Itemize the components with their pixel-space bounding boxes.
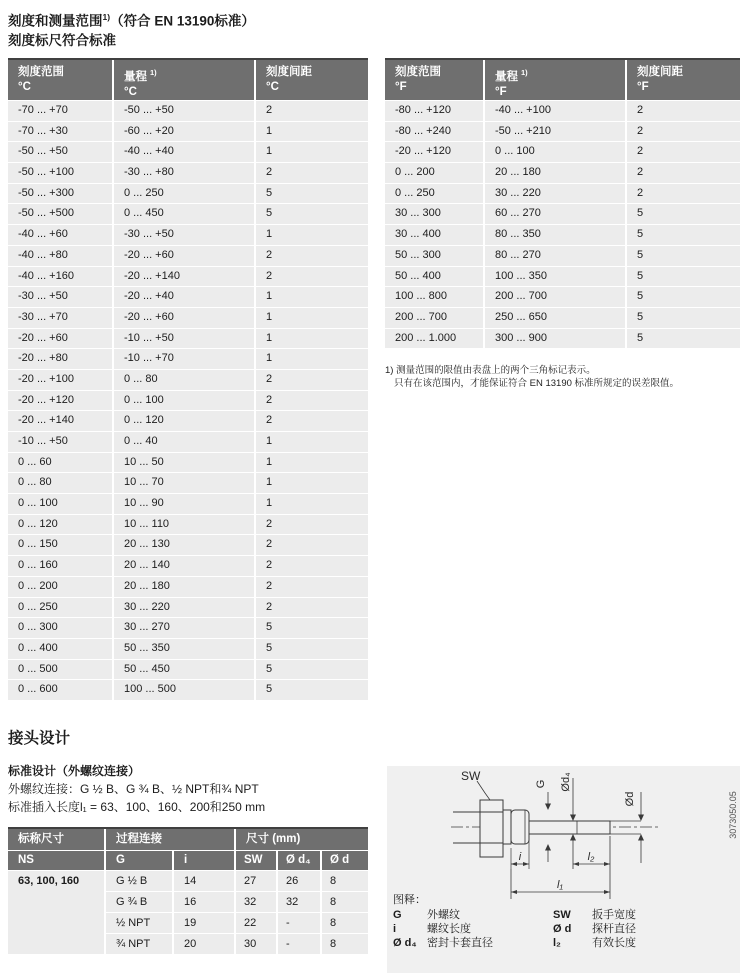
- table-row: [385, 204, 740, 224]
- scale-interval-cell: 1: [256, 225, 368, 245]
- table-row: [8, 287, 368, 307]
- scale-range-cell: -80 ... +240: [385, 122, 483, 142]
- scale-range-cell: 0 ... 160: [8, 556, 112, 576]
- scale-range-cell: 0 ... 400: [8, 639, 112, 659]
- table-row: [8, 246, 368, 266]
- footnote: [385, 364, 741, 390]
- celsius-header-range: 刻度范围 °C: [8, 60, 112, 100]
- seal-diameter-cell: 32: [278, 892, 320, 912]
- i-label: i: [518, 851, 522, 863]
- scale-interval-cell: 5: [627, 246, 740, 266]
- table-row: [8, 101, 368, 121]
- footnote-line2: 只有在该范围内，才能保证符合 EN 13190 标准所规定的误差限值。: [394, 378, 680, 389]
- measuring-span-cell: 10 ... 90: [114, 494, 254, 514]
- scale-range-cell: 0 ... 60: [8, 453, 112, 473]
- measuring-span-cell: 100 ... 500: [114, 680, 254, 700]
- table-row: [8, 660, 368, 680]
- page-title: [8, 8, 255, 50]
- seal-diameter-cell: -: [278, 934, 320, 954]
- hex-nut: [480, 800, 503, 857]
- scale-table-fahrenheit: [385, 58, 740, 348]
- footnote-marker: 1): [385, 365, 394, 376]
- table-row: [8, 267, 368, 287]
- scale-interval-cell: 2: [256, 101, 368, 121]
- table-row: [8, 184, 368, 204]
- scale-range-cell: -20 ... +140: [8, 411, 112, 431]
- scale-interval-cell: 2: [256, 577, 368, 597]
- scale-range-cell: -40 ... +80: [8, 246, 112, 266]
- table-row: [385, 308, 740, 328]
- thread-type-cell: G ½ B: [106, 871, 172, 891]
- scale-range-cell: -20 ... +100: [8, 370, 112, 390]
- scale-interval-cell: 5: [627, 287, 740, 307]
- scale-range-cell: -30 ... +50: [8, 287, 112, 307]
- table-row: [8, 639, 368, 659]
- wrench-width-cell: 30: [236, 934, 276, 954]
- scale-interval-cell: 2: [256, 246, 368, 266]
- measuring-span-cell: 0 ... 250: [114, 184, 254, 204]
- scale-interval-cell: 2: [256, 598, 368, 618]
- measuring-span-cell: 0 ... 100: [485, 142, 625, 162]
- measuring-span-cell: -60 ... +20: [114, 122, 254, 142]
- celsius-table-body: [8, 101, 368, 700]
- thread-type-cell: ½ NPT: [106, 913, 172, 933]
- connection-rows: [106, 871, 368, 954]
- measuring-span-cell: 20 ... 180: [485, 163, 625, 183]
- thread-cylinder: [511, 810, 529, 844]
- fahrenheit-header-interval: 刻度间距 °F: [627, 60, 740, 100]
- scale-range-cell: 50 ... 300: [385, 246, 483, 266]
- measuring-span-cell: 100 ... 350: [485, 267, 625, 287]
- table-row: [8, 577, 368, 597]
- scale-range-cell: -20 ... +60: [8, 329, 112, 349]
- scale-interval-cell: 1: [256, 473, 368, 493]
- l1-label: l₁: [557, 879, 563, 891]
- measuring-span-cell: 0 ... 450: [114, 204, 254, 224]
- scale-interval-cell: 5: [627, 267, 740, 287]
- l2-label: l₂: [587, 851, 595, 863]
- measuring-span-cell: -30 ... +50: [114, 225, 254, 245]
- scale-interval-cell: 5: [256, 680, 368, 700]
- group-header-process-connection: 过程连接: [106, 829, 234, 850]
- legend-term-l2: 有效长度: [592, 937, 636, 949]
- wrench-width-cell: 27: [236, 871, 276, 891]
- table-row: [8, 411, 368, 431]
- scale-interval-cell: 1: [256, 329, 368, 349]
- measuring-span-cell: 50 ... 350: [114, 639, 254, 659]
- d4-label: Ød₄: [560, 772, 572, 792]
- shaft-hidden-lines: [453, 812, 480, 843]
- table-row: [8, 556, 368, 576]
- scale-range-cell: -70 ... +70: [8, 101, 112, 121]
- legend-symbol-d: Ø d: [553, 923, 572, 935]
- scale-interval-cell: 1: [256, 122, 368, 142]
- scale-range-cell: -20 ... +80: [8, 349, 112, 369]
- scale-interval-cell: 1: [256, 349, 368, 369]
- table-row: [8, 349, 368, 369]
- scale-range-cell: 100 ... 800: [385, 287, 483, 307]
- scale-interval-cell: 5: [256, 618, 368, 638]
- nominal-size-cell: 63, 100, 160: [8, 871, 104, 954]
- scale-range-cell: -20 ... +120: [8, 391, 112, 411]
- scale-interval-cell: 2: [256, 370, 368, 390]
- measuring-span-cell: -40 ... +40: [114, 142, 254, 162]
- table-row: [8, 308, 368, 328]
- table-row: [8, 680, 368, 700]
- scale-interval-cell: 2: [627, 101, 740, 121]
- thread-type-cell: G ¾ B: [106, 892, 172, 912]
- connection-table-body: [8, 871, 368, 954]
- seal-diameter-cell: -: [278, 913, 320, 933]
- stem-diameter-cell: 8: [322, 871, 368, 891]
- scale-range-cell: -40 ... +60: [8, 225, 112, 245]
- scale-range-cell: 50 ... 400: [385, 267, 483, 287]
- legend-term-d4: 密封卡套直径: [427, 937, 493, 949]
- table-row: [8, 163, 368, 183]
- scale-interval-cell: 2: [256, 411, 368, 431]
- group-header-nominal-size: 标称尺寸: [8, 829, 104, 850]
- subsection-title: 标准设计（外螺纹连接）: [8, 764, 141, 778]
- scale-interval-cell: 1: [256, 453, 368, 473]
- scale-interval-cell: 2: [256, 535, 368, 555]
- scale-interval-cell: 5: [627, 308, 740, 328]
- measuring-span-cell: 0 ... 80: [114, 370, 254, 390]
- stem-diameter-cell: 8: [322, 934, 368, 954]
- thread-length-cell: 20: [174, 934, 234, 954]
- scale-interval-cell: 5: [627, 204, 740, 224]
- scale-range-cell: -30 ... +70: [8, 308, 112, 328]
- thread-length-cell: 19: [174, 913, 234, 933]
- fahrenheit-header-range: 刻度范围 °F: [385, 60, 483, 100]
- stem-diameter-cell: 8: [322, 892, 368, 912]
- legend-term-sw: 扳手宽度: [592, 909, 636, 921]
- scale-interval-cell: 1: [256, 142, 368, 162]
- scale-interval-cell: 2: [256, 163, 368, 183]
- table-row: [106, 934, 368, 954]
- table-row: [8, 225, 368, 245]
- scale-range-cell: 30 ... 300: [385, 204, 483, 224]
- legend-symbol-l2: l₂: [553, 937, 561, 949]
- measuring-span-cell: -10 ... +70: [114, 349, 254, 369]
- measuring-span-cell: 50 ... 450: [114, 660, 254, 680]
- title-main: 刻度和测量范围: [8, 13, 103, 29]
- table-row: [8, 598, 368, 618]
- table-row: [106, 892, 368, 912]
- scale-interval-cell: 5: [256, 660, 368, 680]
- table-row: [8, 204, 368, 224]
- table-row: [8, 122, 368, 142]
- measuring-span-cell: -10 ... +50: [114, 329, 254, 349]
- probe-stem: [529, 821, 610, 834]
- legend-symbol-sw: SW: [553, 909, 571, 921]
- section-title-connection: 接头设计: [8, 730, 71, 747]
- fahrenheit-header-row: [385, 58, 740, 100]
- wrench-width-cell: 32: [236, 892, 276, 912]
- table-row: [8, 432, 368, 452]
- table-row: [385, 142, 740, 162]
- scale-table-celsius: [8, 58, 368, 700]
- measuring-span-cell: 20 ... 140: [114, 556, 254, 576]
- measuring-span-cell: 300 ... 900: [485, 329, 625, 349]
- celsius-header-interval: 刻度间距 °C: [256, 60, 368, 100]
- measuring-span-cell: -20 ... +140: [114, 267, 254, 287]
- measuring-span-cell: -20 ... +60: [114, 308, 254, 328]
- legend-symbol-g: G: [393, 909, 402, 921]
- table-row: [8, 142, 368, 162]
- technical-drawing-panel: [387, 766, 740, 973]
- legend-term-i: 螺纹长度: [427, 923, 471, 935]
- doc-number: 3073050.05: [728, 791, 738, 839]
- col-header-ns: NS: [8, 851, 104, 870]
- table-row: [385, 163, 740, 183]
- scale-range-cell: -50 ... +500: [8, 204, 112, 224]
- col-header-d: Ø d: [322, 851, 368, 870]
- connection-column-header: [8, 851, 368, 870]
- table-row: [8, 391, 368, 411]
- thread-length-cell: 14: [174, 871, 234, 891]
- scale-range-cell: -10 ... +50: [8, 432, 112, 452]
- measuring-span-cell: 30 ... 220: [114, 598, 254, 618]
- measuring-span-cell: -30 ... +80: [114, 163, 254, 183]
- title-line1: [8, 8, 255, 31]
- table-row: [385, 101, 740, 121]
- col-header-i: i: [174, 851, 234, 870]
- g-label: G: [535, 779, 547, 789]
- measuring-span-cell: 20 ... 180: [114, 577, 254, 597]
- sw-label: SW: [461, 769, 481, 783]
- scale-range-cell: 0 ... 120: [8, 515, 112, 535]
- legend-symbol-i: i: [393, 923, 397, 935]
- measuring-span-cell: -20 ... +40: [114, 287, 254, 307]
- measuring-span-cell: -20 ... +60: [114, 246, 254, 266]
- scale-interval-cell: 5: [256, 639, 368, 659]
- legend-title: 图释：: [393, 894, 426, 906]
- thread-length-cell: 16: [174, 892, 234, 912]
- fahrenheit-table-body: [385, 101, 740, 348]
- insertion-length-line: 标准插入长度l₁ = 63、100、160、200和250 mm: [8, 800, 266, 814]
- table-row: [8, 618, 368, 638]
- scale-interval-cell: 5: [627, 225, 740, 245]
- scale-range-cell: 200 ... 1.000: [385, 329, 483, 349]
- table-row: [8, 329, 368, 349]
- celsius-header-span: 量程 $^{1)}$ °C: [114, 60, 254, 100]
- col-header-g: G: [106, 851, 172, 870]
- table-row: [8, 515, 368, 535]
- scale-range-cell: 0 ... 250: [8, 598, 112, 618]
- scale-range-cell: -50 ... +100: [8, 163, 112, 183]
- table-row: [385, 267, 740, 287]
- scale-range-cell: 0 ... 500: [8, 660, 112, 680]
- table-row: [8, 370, 368, 390]
- scale-interval-cell: 2: [627, 142, 740, 162]
- scale-range-cell: 0 ... 100: [8, 494, 112, 514]
- scale-interval-cell: 1: [256, 494, 368, 514]
- stem-diameter-cell: 8: [322, 913, 368, 933]
- neck: [503, 810, 511, 844]
- connection-table: [8, 827, 368, 954]
- measuring-span-cell: 0 ... 100: [114, 391, 254, 411]
- measuring-span-cell: 80 ... 270: [485, 246, 625, 266]
- measuring-span-cell: 20 ... 130: [114, 535, 254, 555]
- scale-range-cell: -50 ... +50: [8, 142, 112, 162]
- footnote-line1: 测量范围的限值由表盘上的两个三角标记表示。: [396, 365, 596, 376]
- scale-range-cell: 0 ... 250: [385, 184, 483, 204]
- table-row: [106, 871, 368, 891]
- legend-term-g: 外螺纹: [427, 909, 460, 921]
- measuring-span-cell: 10 ... 50: [114, 453, 254, 473]
- col-header-sw: SW: [236, 851, 276, 870]
- scale-interval-cell: 1: [256, 432, 368, 452]
- table-row: [385, 246, 740, 266]
- scale-range-cell: 0 ... 300: [8, 618, 112, 638]
- scale-range-cell: -70 ... +30: [8, 122, 112, 142]
- scale-interval-cell: 2: [256, 556, 368, 576]
- table-row: [8, 535, 368, 555]
- scale-interval-cell: 5: [256, 204, 368, 224]
- d-label: Ød: [624, 791, 636, 807]
- sw-leader-line: [477, 781, 490, 800]
- celsius-header-row: [8, 58, 368, 100]
- scale-range-cell: 0 ... 200: [385, 163, 483, 183]
- legend-term-d: 探杆直径: [592, 923, 636, 935]
- measuring-span-cell: 30 ... 220: [485, 184, 625, 204]
- measuring-span-cell: -50 ... +210: [485, 122, 625, 142]
- thread-types-line: 外螺纹连接：G ½ B、G ¾ B、½ NPT和¾ NPT: [8, 782, 259, 796]
- scale-interval-cell: 1: [256, 287, 368, 307]
- scale-range-cell: -20 ... +120: [385, 142, 483, 162]
- table-row: [385, 184, 740, 204]
- measuring-span-cell: 0 ... 40: [114, 432, 254, 452]
- measuring-span-cell: 80 ... 350: [485, 225, 625, 245]
- connection-group-header: [8, 827, 368, 850]
- scale-range-cell: -40 ... +160: [8, 267, 112, 287]
- table-row: [8, 494, 368, 514]
- scale-interval-cell: 2: [627, 122, 740, 142]
- scale-interval-cell: 2: [256, 391, 368, 411]
- scale-range-cell: -50 ... +300: [8, 184, 112, 204]
- scale-interval-cell: 5: [256, 184, 368, 204]
- wrench-width-cell: 22: [236, 913, 276, 933]
- measuring-span-cell: 0 ... 120: [114, 411, 254, 431]
- title-footnote-marker: 1): [102, 12, 111, 22]
- table-row: [385, 122, 740, 142]
- measuring-span-cell: 10 ... 70: [114, 473, 254, 493]
- technical-drawing: [387, 766, 740, 916]
- title-standard: （符合 EN 13190标准）: [110, 13, 255, 29]
- scale-range-cell: 200 ... 700: [385, 308, 483, 328]
- measuring-span-cell: 30 ... 270: [114, 618, 254, 638]
- d-extension-lines: [610, 821, 641, 834]
- scale-range-cell: 30 ... 400: [385, 225, 483, 245]
- table-row: [8, 453, 368, 473]
- scale-range-cell: 0 ... 600: [8, 680, 112, 700]
- col-header-d4: Ø d₄: [278, 851, 320, 870]
- scale-interval-cell: 2: [627, 163, 740, 183]
- scale-interval-cell: 1: [256, 308, 368, 328]
- thread-type-cell: ¾ NPT: [106, 934, 172, 954]
- table-row: [385, 225, 740, 245]
- scale-range-cell: 0 ... 80: [8, 473, 112, 493]
- measuring-span-cell: -50 ... +50: [114, 101, 254, 121]
- table-row: [106, 913, 368, 933]
- measuring-span-cell: -40 ... +100: [485, 101, 625, 121]
- fahrenheit-header-span: 量程 $^{1)}$ °F: [485, 60, 625, 100]
- measuring-span-cell: 60 ... 270: [485, 204, 625, 224]
- seal-diameter-cell: 26: [278, 871, 320, 891]
- measuring-span-cell: 200 ... 700: [485, 287, 625, 307]
- measuring-span-cell: 250 ... 650: [485, 308, 625, 328]
- table-row: [385, 287, 740, 307]
- scale-range-cell: 0 ... 200: [8, 577, 112, 597]
- scale-interval-cell: 2: [256, 515, 368, 535]
- table-row: [385, 329, 740, 349]
- scale-interval-cell: 5: [627, 329, 740, 349]
- scale-range-cell: -80 ... +120: [385, 101, 483, 121]
- scale-interval-cell: 2: [627, 184, 740, 204]
- scale-range-cell: 0 ... 150: [8, 535, 112, 555]
- legend-symbol-d4: Ø d₄: [393, 937, 417, 949]
- group-header-dimensions: 尺寸 (mm): [236, 829, 368, 850]
- scale-interval-cell: 2: [256, 267, 368, 287]
- title-line2: 刻度标尺符合标准: [8, 32, 116, 48]
- measuring-span-cell: 10 ... 110: [114, 515, 254, 535]
- table-row: [8, 473, 368, 493]
